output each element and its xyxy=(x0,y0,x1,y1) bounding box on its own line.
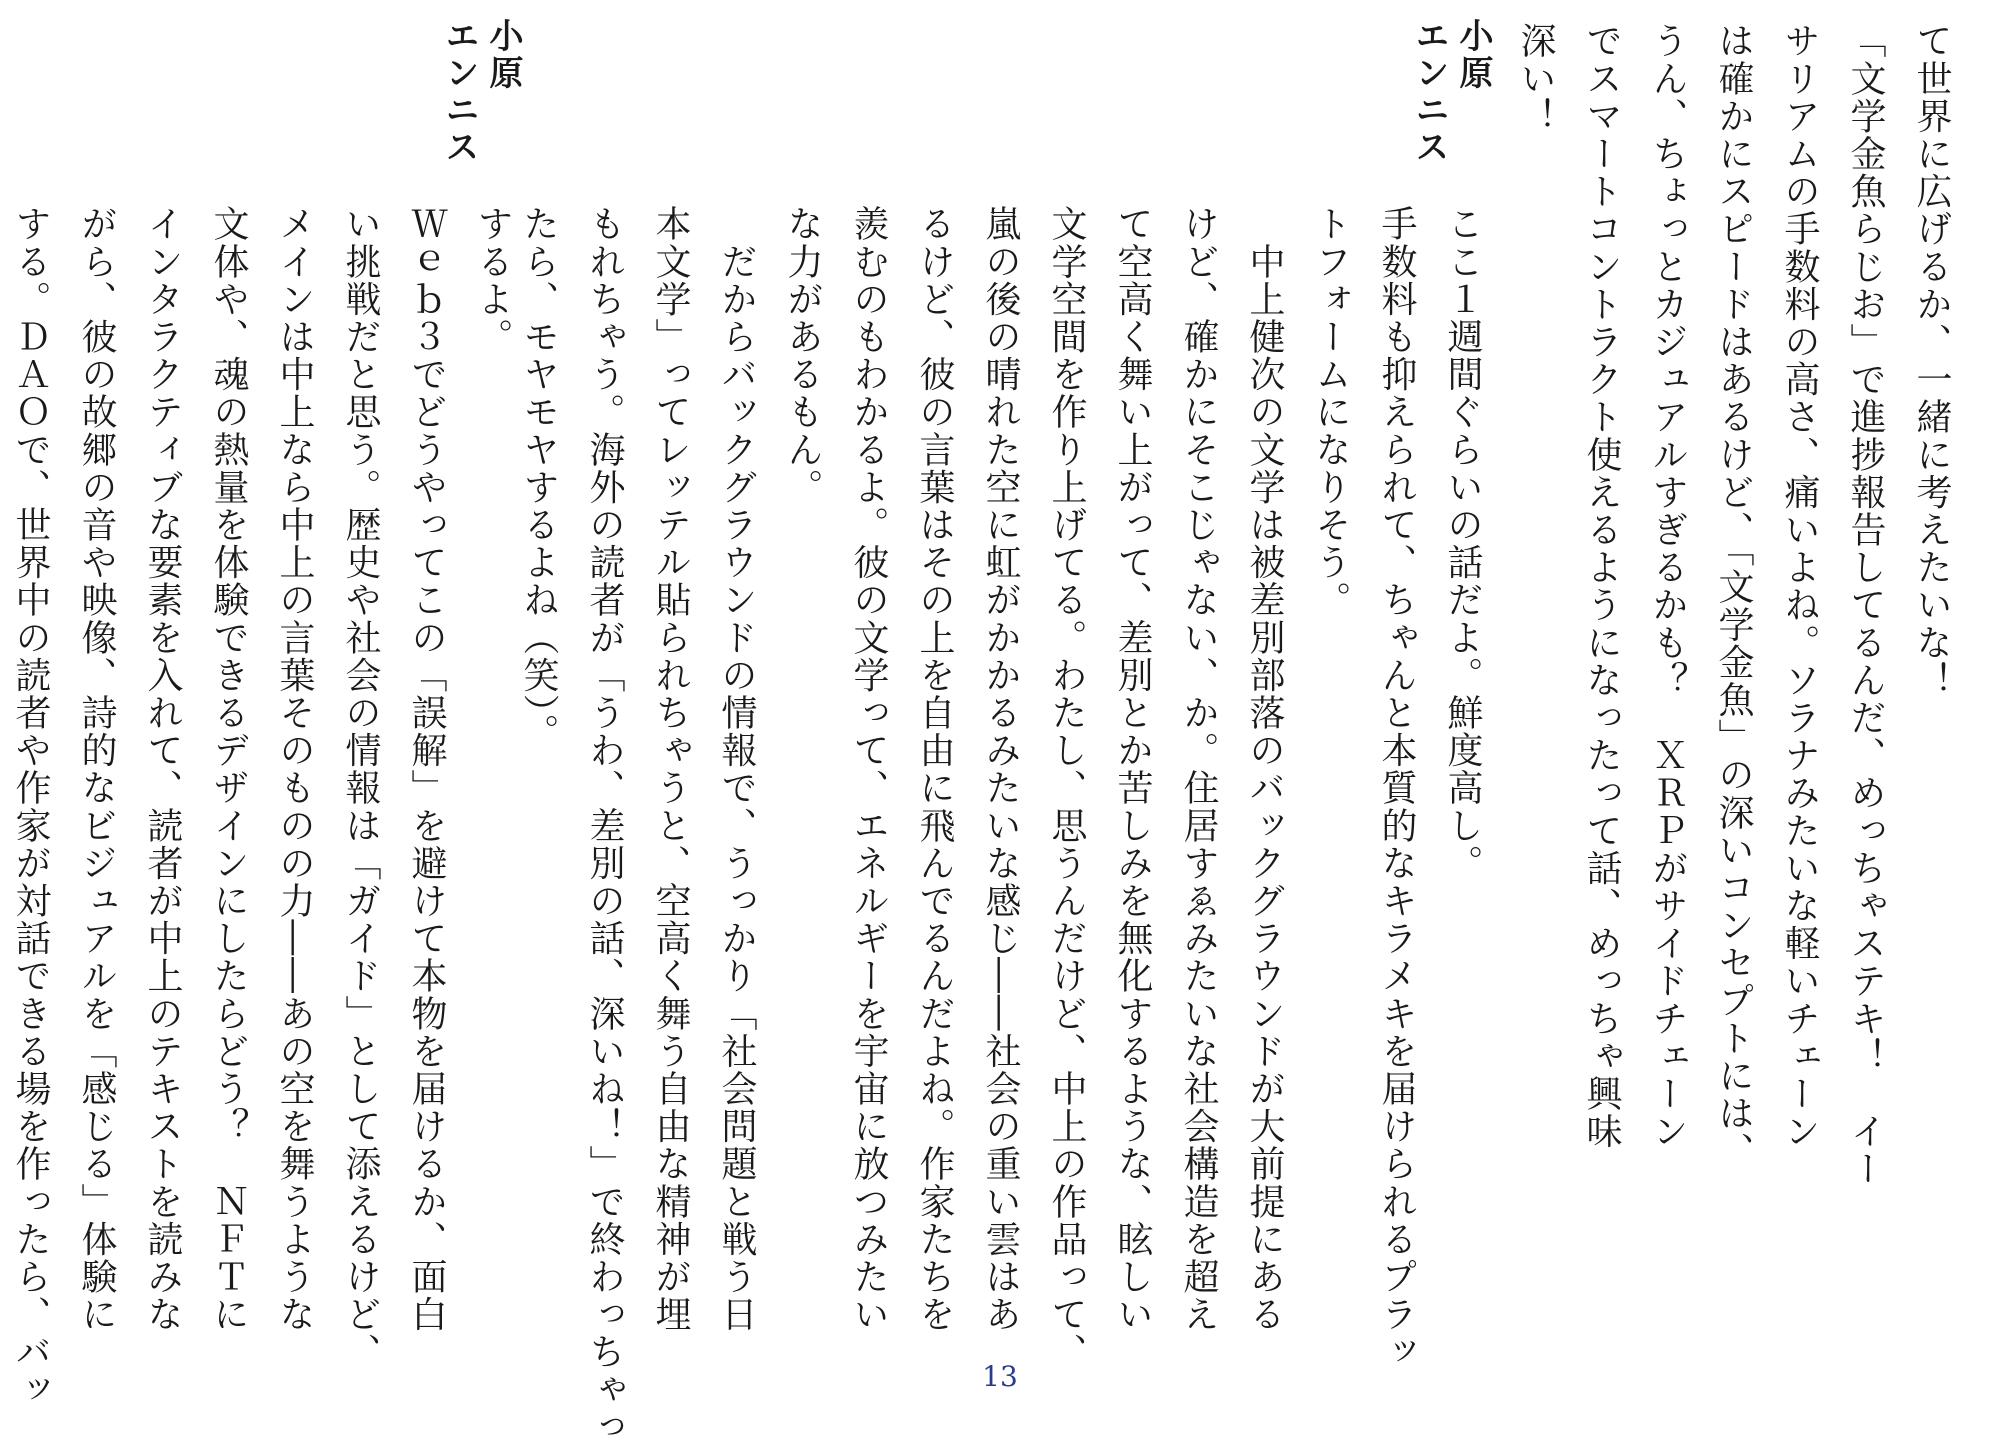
speaker-label-2 xyxy=(437,18,525,166)
text-line: トフォームになりそう。 xyxy=(1310,205,1351,619)
text-line: て世界に広げるか、一緒に考えたいな！ xyxy=(1911,22,1952,699)
text-line: い挑戦だと思う。歴史や社会の情報は「ガイド」として添えるけど、 xyxy=(340,205,381,1371)
speaker-name-a: 小原 xyxy=(483,18,523,92)
text-line: けど、確かにそこじゃない、か。住居すゑみたいな社会構造を超え xyxy=(1178,205,1219,1333)
text-line: メインは中上なら中上の言葉そのものの力――あの空を舞うような xyxy=(274,205,315,1333)
text-line: だからバックグラウンドの情報で、うっかり「社会問題と戦う日 xyxy=(716,205,757,1333)
text-line: は確かにスピードはあるけど、「文学金魚」の深いコンセプトには、 xyxy=(1713,22,1754,1170)
text-line: 深い！ xyxy=(1515,22,1556,135)
speaker-label-1 xyxy=(1407,18,1495,166)
page-number: 13 xyxy=(982,1360,1018,1393)
text-line: ここ１週間ぐらいの話だよ。鮮度高し。 xyxy=(1442,205,1483,882)
text-line: でスマートコントラクト使えるようになったって話、めっちゃ興味 xyxy=(1581,22,1622,1150)
speaker-2-lines xyxy=(0,205,525,1409)
text-line: がら、彼の故郷の音や映像、詩的なビジュアルを「感じる」体験に xyxy=(76,205,117,1333)
text-line: たら、モヤモヤするよね（笑）。 xyxy=(518,205,559,751)
text-line: インタラクティブな要素を入れて、読者が中上のテキストを読みな xyxy=(142,205,183,1333)
text-line: て空高く舞い上がって、差別とか苦しみを無化するような、眩しい xyxy=(1112,205,1153,1333)
text-line: 中上健次の文学は被差別部落のバックグラウンドが大前提にある xyxy=(1244,205,1285,1333)
text-line: 文体や、魂の熱量を体験できるデザインにしたらどう？ ＮＦＴに xyxy=(208,205,249,1333)
text-line: 文学空間を作り上げてる。わたし、思うんだけど、中上の作品って、 xyxy=(1046,205,1087,1371)
continuation-lines xyxy=(1502,22,1964,1352)
text-line: 嵐の後の晴れた空に虹がかかるみたいな感じ――社会の重い雲はあ xyxy=(980,205,1021,1333)
speaker-name-b: エンニス xyxy=(439,18,479,166)
text-line: もれちゃう。海外の読者が「うわ、差別の話、深いね！」で終わっちゃっ xyxy=(584,205,625,1446)
text-line: 羨むのもわかるよ。彼の文学って、エネルギーを宇宙に放つみたい xyxy=(848,205,889,1333)
text-line: サリアムの手数料の高さ、痛いよね。ソラナみたいな軽いチェーン xyxy=(1779,22,1820,1150)
speaker-name-a: 小原 xyxy=(1453,18,1493,92)
speaker-name-b: エンニス xyxy=(1409,18,1449,166)
text-line: な力があるもん。 xyxy=(782,205,823,506)
text-line: 「文学金魚らじお」で進捗報告してるんだ、めっちゃステキ！ イー xyxy=(1845,22,1886,1188)
text-line: する。ＤＡＯで、世界中の読者や作家が対話できる場を作ったら、バッ xyxy=(10,205,51,1409)
text-line: るけど、彼の言葉はその上を自由に飛んでるんだよね。作家たちを xyxy=(914,205,955,1333)
text-line: 手数料も抑えられて、ちゃんと本質的なキラメキを届けられるプラッ xyxy=(1376,205,1417,1371)
text-line: Ｗｅｂ３でどうやってこの「誤解」を避けて本物を届けるか、面白 xyxy=(406,205,447,1333)
text-line: するよ。 xyxy=(472,205,513,356)
text-line: うん、ちょっとカジュアルすぎるかも？ ＸＲＰがサイドチェーン xyxy=(1647,22,1688,1150)
text-line: 本文学」ってレッテル貼られちゃうと、空高く舞う自由な精神が埋 xyxy=(650,205,691,1333)
